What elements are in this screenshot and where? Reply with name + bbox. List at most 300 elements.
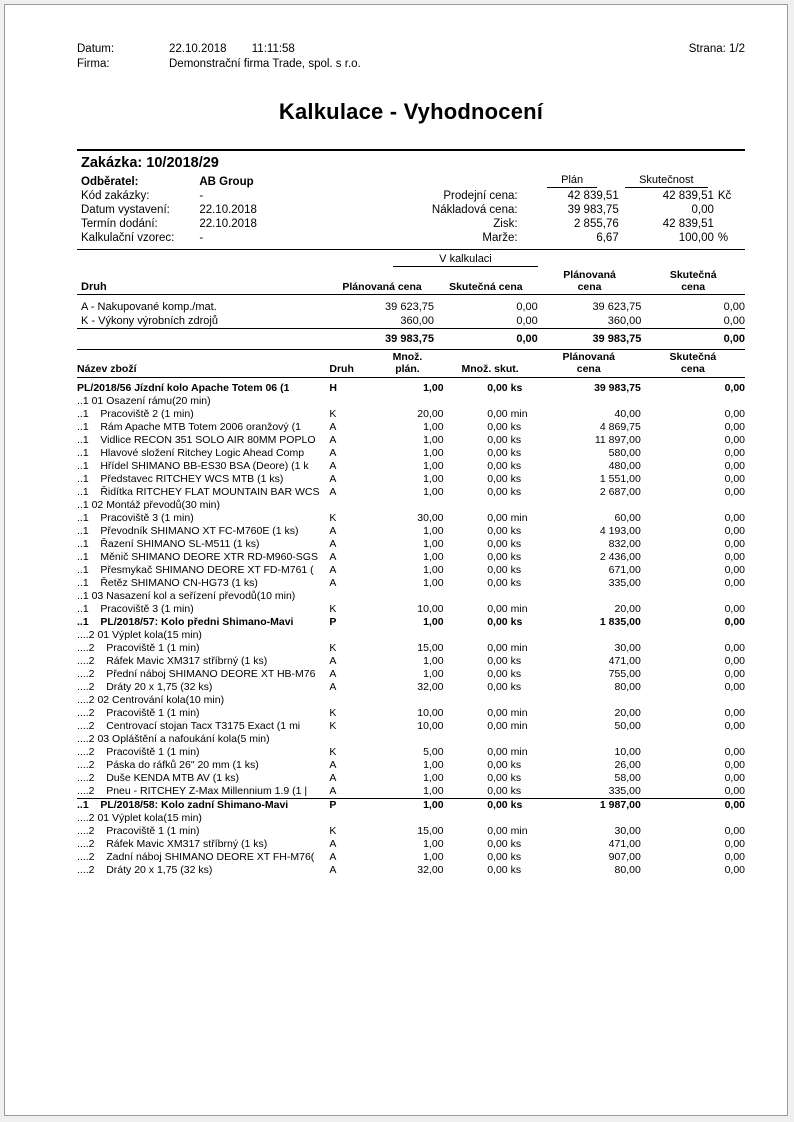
item-druh: A (329, 447, 337, 460)
item-qty-unit: ks (510, 434, 522, 447)
item-druh: K (329, 512, 337, 525)
item-price-plan: 480,00 (608, 460, 641, 473)
item-name: Převodník SHIMANO XT FC-M760E (1 ks) (91, 525, 299, 538)
item-price-real: 0,00 (724, 486, 745, 499)
item-name: Dráty 20 x 1,75 (32 ks) (97, 681, 213, 694)
item-price-real (641, 395, 745, 408)
item-price-real: 0,00 (724, 759, 745, 772)
table-row (77, 499, 745, 512)
item-name-cell (77, 408, 329, 421)
item-name: Rám Apache MTB Totem 2006 oranžový (1 (91, 421, 301, 434)
table-row (77, 720, 745, 733)
item-level: ....2 (77, 668, 98, 681)
item-qty-plan (371, 629, 443, 642)
item-name: Páska do ráfků 26" 20 mm (1 ks) (97, 759, 259, 772)
item-name: Duše KENDA MTB AV (1 ks) (97, 772, 240, 785)
table-row (77, 838, 745, 851)
item-qty-plan: 1,00 (423, 799, 444, 812)
item-name-cell (77, 759, 329, 772)
item-qty-unit: ks (510, 525, 522, 538)
table-row (77, 798, 745, 812)
items-col-price-plan: Plánovaná cena (562, 350, 615, 375)
item-name-cell (77, 642, 329, 655)
kal-col-real-price-2: Skutečná cena (669, 269, 717, 294)
item-price-plan: 335,00 (537, 785, 641, 799)
item-qty-real: 0,00 (487, 799, 508, 812)
kal-row-druh: K - Výkony výrobních zdrojů (77, 314, 330, 329)
table-row (77, 629, 745, 642)
item-qty-plan: 5,00 (423, 746, 444, 759)
item-name: 02 Centrování kola(10 min) (97, 694, 225, 707)
item-price-real: 0,00 (724, 851, 745, 864)
page-title: Kalkulace - Vyhodnocení (278, 99, 544, 124)
summary-divider (77, 249, 745, 250)
item-name: Řidítka RITCHEY FLAT MOUNTAIN BAR WCS (91, 486, 320, 499)
item-qty-real: 0,00 (487, 668, 508, 681)
item-qty-real: 0,00 (487, 460, 508, 473)
item-name: Ráfek Mavic XM317 stříbrný (1 ks) (97, 838, 268, 851)
item-name-cell (77, 681, 329, 694)
item-druh: A (329, 551, 337, 564)
item-name-cell (77, 655, 329, 668)
item-qty-unit: min (510, 603, 528, 616)
cost-price-plan: 39 983,75 (567, 204, 619, 216)
item-level: ....2 (77, 720, 98, 733)
formula-label: Kalkulační vzorec: (81, 232, 175, 244)
item-level: ..1 (77, 525, 92, 538)
table-row (77, 447, 745, 460)
sale-price-unit: Kč (717, 190, 732, 202)
item-druh: A (329, 838, 337, 851)
item-druh: A (329, 564, 337, 577)
order-summary (77, 173, 745, 245)
item-druh: A (329, 421, 337, 434)
item-level: ..1 (77, 486, 92, 499)
item-name-cell (77, 825, 329, 838)
item-name-cell (77, 798, 329, 812)
item-level: ....2 (77, 772, 98, 785)
item-qty-plan: 1,00 (423, 525, 444, 538)
table-row (77, 564, 745, 577)
item-druh (329, 590, 371, 603)
item-name: Pracoviště 1 (1 min) (97, 642, 200, 655)
item-qty-real: 0,00 (487, 616, 508, 629)
item-druh: A (329, 759, 337, 772)
item-qty-unit: ks (510, 382, 523, 395)
item-price-plan (537, 733, 641, 746)
item-qty-real: 0,00 (487, 825, 508, 838)
item-level: ..1 (77, 577, 92, 590)
items-col-qty-real: Množ. skut. (461, 362, 519, 375)
item-price-real: 0,00 (724, 473, 745, 486)
item-name: Hlavové složení Ritchey Logic Ahead Comp (91, 447, 305, 460)
item-qty-unit: ks (510, 851, 522, 864)
item-price-real (641, 499, 745, 512)
item-price-plan: 26,00 (614, 759, 641, 772)
item-level: ..1 (77, 421, 92, 434)
item-price-plan: 39 983,75 (594, 382, 641, 395)
date-value-cell (169, 43, 589, 58)
item-qty-plan: 1,00 (423, 473, 444, 486)
item-qty-real: 0,00 (487, 486, 508, 499)
item-qty-unit: ks (510, 772, 522, 785)
item-qty-real: 0,00 (487, 720, 508, 733)
items-table (77, 350, 745, 877)
item-name-cell (77, 473, 329, 486)
item-price-real (641, 694, 745, 707)
item-level: ....2 (77, 707, 98, 720)
item-price-real: 0,00 (724, 525, 745, 538)
item-qty-plan: 1,00 (423, 447, 444, 460)
item-name-cell (77, 421, 329, 434)
item-qty-real (444, 694, 508, 707)
kalkulace-table (77, 252, 745, 346)
item-name-cell (77, 460, 329, 473)
item-qty-unit (508, 694, 537, 707)
item-name: Pracoviště 3 (1 min) (91, 603, 194, 616)
profit-plan: 2 855,76 (573, 218, 619, 230)
kal-total-real1: 0,00 (516, 333, 538, 346)
item-price-plan: 4 193,00 (599, 525, 641, 538)
table-row (77, 525, 745, 538)
date-value: 22.10.2018 (169, 43, 227, 55)
item-qty-unit (508, 812, 537, 825)
item-level: ..1 (77, 447, 92, 460)
item-level: ..1 (77, 473, 92, 486)
item-qty-unit: ks (510, 421, 522, 434)
item-price-real: 0,00 (724, 460, 745, 473)
item-level: ....2 (77, 655, 98, 668)
item-qty-unit (508, 733, 537, 746)
item-level: ....2 (77, 642, 98, 655)
page-number: Strana: 1/2 (688, 43, 745, 55)
item-qty-plan: 32,00 (417, 681, 444, 694)
item-qty-real: 0,00 (487, 655, 508, 668)
item-qty-plan: 1,00 (423, 460, 444, 473)
item-qty-plan: 1,00 (423, 668, 444, 681)
firm-label: Firma: (77, 58, 110, 70)
table-row (77, 694, 745, 707)
item-qty-plan: 1,00 (423, 838, 444, 851)
table-row (77, 382, 745, 395)
item-druh: A (329, 538, 337, 551)
profit-unit (714, 217, 745, 231)
item-qty-unit: ks (510, 538, 522, 551)
item-qty-plan (371, 395, 443, 408)
item-druh: H (329, 382, 337, 395)
item-qty-real: 0,00 (487, 525, 508, 538)
item-price-real: 0,00 (724, 434, 745, 447)
sale-price-label: Prodejní cena: (443, 190, 518, 202)
item-name: PL/2018/56 Jízdní kolo Apache Totem 06 (1 (77, 382, 290, 395)
document-header (77, 43, 745, 73)
item-qty-plan: 1,00 (423, 655, 444, 668)
item-qty-unit: ks (510, 486, 522, 499)
item-name-cell (77, 512, 329, 525)
cost-price-real: 0,00 (691, 204, 714, 216)
item-level: ..1 (77, 564, 92, 577)
item-name-cell (77, 720, 329, 733)
item-druh: A (329, 851, 337, 864)
item-name: 03 Nasazení kol a seřízení převodů(10 min) (91, 590, 296, 603)
item-name-cell (77, 590, 329, 603)
item-price-real: 0,00 (724, 668, 745, 681)
item-qty-plan: 1,00 (423, 421, 444, 434)
cost-price-unit (714, 203, 745, 217)
item-price-plan: 471,00 (608, 838, 641, 851)
item-level: ..1 (77, 616, 92, 629)
formula-value: - (199, 232, 204, 244)
items-col-name: Název zboží (77, 362, 137, 375)
item-price-plan: 580,00 (608, 447, 641, 460)
item-level: ....2 (77, 759, 98, 772)
item-qty-plan: 30,00 (417, 512, 444, 525)
item-name-cell (77, 603, 329, 616)
item-qty-real (444, 395, 508, 408)
item-name: 03 Opláštění a nafoukání kola(5 min) (97, 733, 270, 746)
item-qty-unit: min (510, 825, 528, 838)
item-price-real: 0,00 (724, 707, 745, 720)
margin-label: Marže: (482, 232, 518, 244)
table-row (77, 772, 745, 785)
item-qty-real: 0,00 (487, 447, 508, 460)
item-level: ..1 (77, 538, 92, 551)
item-price-real: 0,00 (724, 551, 745, 564)
item-level: ....2 (77, 825, 98, 838)
table-row (77, 616, 745, 629)
kal-total-real2: 0,00 (723, 333, 745, 346)
item-druh: A (329, 681, 337, 694)
item-qty-unit: ks (510, 473, 522, 486)
item-name-cell (77, 668, 329, 681)
item-price-plan: 2 436,00 (599, 551, 641, 564)
item-qty-plan: 1,00 (423, 434, 444, 447)
item-druh: A (329, 577, 337, 590)
item-qty-real: 0,00 (444, 785, 508, 799)
item-price-plan (537, 629, 641, 642)
item-name: Měnič SHIMANO DEORE XTR RD-M960-SGS (91, 551, 318, 564)
item-qty-plan: 1,00 (371, 785, 443, 799)
table-row (77, 603, 745, 616)
item-druh: A (329, 486, 337, 499)
item-name: 01 Výplet kola(15 min) (97, 812, 202, 825)
kal-row-plan1: 360,00 (330, 314, 434, 329)
item-druh: K (329, 642, 337, 655)
item-qty-plan: 15,00 (417, 642, 444, 655)
item-druh: K (329, 707, 337, 720)
issue-date-value: 22.10.2018 (199, 204, 257, 216)
firm-value: Demonstrační firma Trade, spol. s r.o. (169, 58, 361, 70)
table-row (77, 590, 745, 603)
item-qty-real: 0,00 (487, 551, 508, 564)
item-qty-real: 0,00 (487, 759, 508, 772)
item-price-real: 0,00 (724, 746, 745, 759)
item-name-cell (77, 395, 329, 408)
item-level: ....2 (77, 694, 98, 707)
item-druh: K (329, 825, 337, 838)
item-druh: P (329, 616, 337, 629)
item-name-cell (77, 616, 329, 629)
item-price-real: 0,00 (724, 512, 745, 525)
item-name-cell (77, 707, 329, 720)
item-name: PL/2018/58: Kolo zadní Shimano-Mavi (91, 799, 289, 812)
item-name-cell (77, 785, 329, 799)
item-price-plan: 4 869,75 (599, 421, 641, 434)
item-qty-unit: min (510, 408, 528, 421)
table-row (77, 733, 745, 746)
item-qty-real (444, 733, 508, 746)
item-druh: K (329, 746, 337, 759)
item-name-cell (77, 486, 329, 499)
kal-row-plan2: 360,00 (538, 314, 642, 329)
col-plan-header: Plán (526, 173, 619, 189)
item-qty-plan: 1,00 (423, 382, 444, 395)
item-qty-real: 0,00 (487, 382, 508, 395)
item-qty-unit (508, 499, 537, 512)
item-price-real: 0,00 (724, 825, 745, 838)
item-qty-plan: 1,00 (423, 551, 444, 564)
item-qty-unit: ks (508, 785, 537, 799)
delivery-date-label: Termín dodání: (81, 218, 158, 230)
profit-label: Zisk: (493, 218, 518, 230)
item-level: ....2 (77, 629, 98, 642)
item-name-cell (77, 577, 329, 590)
item-qty-plan (371, 812, 443, 825)
item-name-cell (77, 629, 329, 642)
item-price-plan (537, 694, 641, 707)
item-qty-unit: ks (510, 668, 522, 681)
item-level: ..1 (77, 499, 92, 512)
item-level: ..1 (77, 551, 92, 564)
item-qty-unit: ks (510, 460, 522, 473)
table-row (77, 538, 745, 551)
item-price-plan: 832,00 (608, 538, 641, 551)
item-qty-unit: ks (510, 655, 522, 668)
item-level: ..1 (77, 590, 92, 603)
kalkulace-total-row (77, 329, 745, 347)
item-qty-plan: 20,00 (417, 408, 444, 421)
item-price-plan: 50,00 (614, 720, 641, 733)
item-druh (329, 395, 371, 408)
item-price-real (641, 629, 745, 642)
item-price-real (641, 590, 745, 603)
item-name-cell (77, 864, 329, 877)
table-row (77, 785, 745, 799)
item-qty-real: 0,00 (487, 681, 508, 694)
item-level: ..1 (77, 434, 92, 447)
item-druh: A (329, 473, 337, 486)
table-row (77, 551, 745, 564)
item-qty-plan: 10,00 (417, 720, 444, 733)
code-label: Kód zakázky: (81, 190, 150, 202)
table-row (77, 512, 745, 525)
item-qty-unit: min (510, 707, 528, 720)
item-price-plan: 335,00 (608, 577, 641, 590)
item-price-plan: 907,00 (608, 851, 641, 864)
item-qty-unit: ks (510, 616, 523, 629)
customer-value: AB Group (199, 176, 254, 188)
item-qty-real: 0,00 (487, 421, 508, 434)
customer-label: Odběratel: (81, 176, 139, 188)
kal-col-plan-price: Plánovaná cena (342, 281, 422, 294)
table-row (77, 681, 745, 694)
item-name: Přední náboj SHIMANO DEORE XT HB-M76 (97, 668, 316, 681)
item-name: Ráfek Mavic XM317 stříbrný (1 ks) (97, 655, 268, 668)
item-druh: A (329, 785, 371, 799)
item-qty-real (444, 629, 508, 642)
table-row (77, 473, 745, 486)
kal-total-plan2: 39 983,75 (592, 333, 642, 346)
item-price-plan: 30,00 (614, 825, 641, 838)
item-qty-real: 0,00 (487, 434, 508, 447)
item-qty-real (444, 499, 508, 512)
item-name-cell (77, 746, 329, 759)
item-name: Pneu - RITCHEY Z-Max Millennium 1.9 (1 | (97, 785, 308, 798)
code-value: - (199, 190, 204, 202)
item-name-cell (77, 499, 329, 512)
item-price-plan: 10,00 (614, 746, 641, 759)
item-price-real: 0,00 (724, 838, 745, 851)
margin-plan: 6,67 (596, 232, 619, 244)
kal-col-real-price: Skutečná cena (449, 281, 523, 294)
item-price-plan: 2 687,00 (599, 486, 641, 499)
item-price-plan: 1 987,00 (599, 799, 641, 812)
table-row (77, 577, 745, 590)
item-price-real: 0,00 (724, 642, 745, 655)
item-level: ....2 (77, 785, 98, 798)
item-price-real: 0,00 (724, 864, 745, 877)
item-qty-real: 0,00 (487, 772, 508, 785)
item-druh: K (329, 603, 337, 616)
item-qty-plan: 32,00 (417, 864, 444, 877)
table-row (77, 408, 745, 421)
item-qty-real (444, 590, 508, 603)
item-name: PL/2018/57: Kolo předni Shimano-Mavi (91, 616, 294, 629)
table-row (77, 434, 745, 447)
item-price-plan (537, 499, 641, 512)
item-qty-plan (371, 590, 443, 603)
margin-real: 100,00 (678, 232, 714, 244)
item-price-plan (537, 395, 641, 408)
table-row (77, 300, 745, 314)
sale-price-real: 42 839,51 (662, 190, 714, 202)
item-druh: A (329, 772, 337, 785)
kal-row-real1: 0,00 (434, 314, 538, 329)
item-name: Pracoviště 1 (1 min) (97, 825, 200, 838)
item-qty-plan: 10,00 (417, 603, 444, 616)
table-row (77, 642, 745, 655)
item-qty-plan (371, 733, 443, 746)
item-price-plan (537, 812, 641, 825)
item-price-plan: 755,00 (608, 668, 641, 681)
item-druh: A (329, 460, 337, 473)
item-qty-unit (508, 590, 537, 603)
item-name: Představec RITCHEY WCS MTB (1 ks) (91, 473, 284, 486)
item-druh: A (329, 864, 337, 877)
item-price-plan: 1 551,00 (599, 473, 641, 486)
table-row (77, 486, 745, 499)
item-level: ....2 (77, 733, 98, 746)
item-druh: A (329, 655, 337, 668)
item-qty-real: 0,00 (487, 746, 508, 759)
item-qty-unit: ks (510, 838, 522, 851)
table-row (77, 460, 745, 473)
items-col-druh: Druh (329, 362, 354, 375)
item-name-cell (77, 434, 329, 447)
cost-price-label: Nákladová cena: (431, 204, 518, 216)
item-qty-unit: ks (510, 564, 522, 577)
item-price-real: 0,00 (724, 408, 745, 421)
